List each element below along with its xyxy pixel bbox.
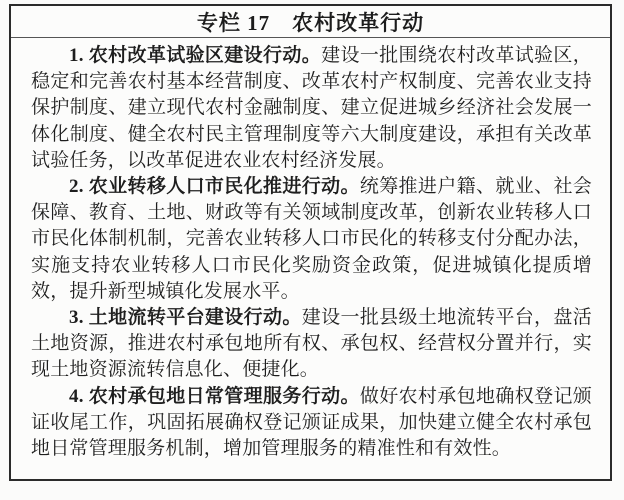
paragraph-action-3 xyxy=(31,305,592,384)
action-3-title: 3. 土地流转平台建设行动。 xyxy=(69,307,302,329)
action-2-body: 统筹推进户籍、就业、社会保障、教育、土地、财政等有关领域制度改革，创新农业转移人口市民化体制机制，完善农业转移人口市民化的转移支付分配办法，实施支持农业转移人口市民化奖励资金政策，促进城镇化提质增效，提升新型城镇化发展水平。 xyxy=(31,176,593,302)
action-4-title: 4. 农村承包地日常管理服务行动。 xyxy=(69,385,360,407)
paragraph-action-1 xyxy=(31,43,592,174)
paragraph-action-2 xyxy=(31,174,592,305)
action-1-title: 1. 农村改革试验区建设行动。 xyxy=(69,45,322,66)
action-4-body: 做好农村承包地确权登记颁证收尾工作，巩固拓展确权登记颁证成果，加快建立健全农村承包地日常管理服务机制，增加管理服务的精准性和有效性。 xyxy=(31,385,593,460)
action-2-title: 2. 农业转移人口市民化推进行动。 xyxy=(69,176,360,198)
action-1-body: 建设一批围绕农村改革试验区，稳定和完善农村基本经营制度、改革农村产权制度、完善农业支持保护制度、建立现代农村金融制度、建立促进城乡经济社会发展一体化制度、健全农村民主管理制度等六大制度建设，承担有关改革试验任务，以改革促进农业农村经济发展。 xyxy=(31,45,592,171)
column-title-bar xyxy=(11,6,610,38)
column-title: 专栏 17 农村改革行动 xyxy=(196,10,425,35)
action-3-body: 建设一批县级土地流转平台，盘活土地资源，推进农村承包地所有权、承包权、经营权分置并行，实现土地资源流转信息化、便捷化。 xyxy=(31,307,592,381)
paragraph-action-4 xyxy=(31,384,592,463)
column-content xyxy=(11,38,610,462)
column-box xyxy=(9,4,612,481)
